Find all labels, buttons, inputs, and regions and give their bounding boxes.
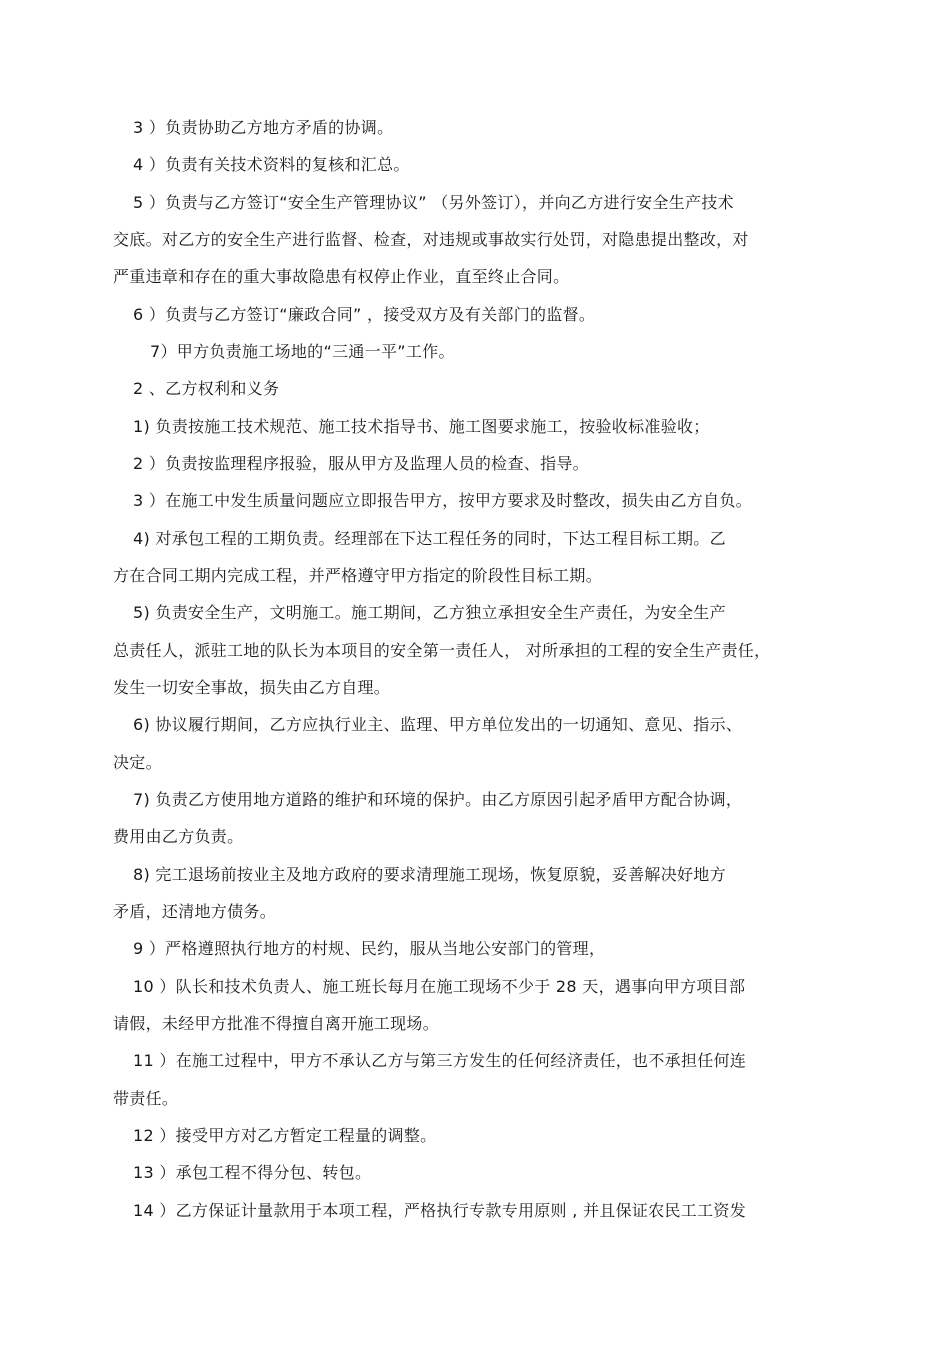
text-line: 14 ）乙方保证计量款用于本项工程，严格执行专款专用原则 , 并且保证农民工工资发: [133, 1201, 747, 1220]
text-line: 带责任。: [113, 1089, 179, 1108]
text-line: 8) 完工退场前按业主及地方政府的要求清理施工现场，恢复原貌，妥善解决好地方: [133, 865, 726, 884]
text-line: 13 ）承包工程不得分包、转包。: [133, 1163, 372, 1182]
text-line: 决定。: [113, 753, 162, 772]
section-heading: 2 、乙方权利和义务: [133, 379, 280, 398]
text-line: 1) 负责按施工技术规范、施工技术指导书、施工图要求施工，按验收标准验收；: [133, 417, 710, 436]
text-line: 11 ）在施工过程中，甲方不承认乙方与第三方发生的任何经济责任，也不承担任何连: [133, 1051, 747, 1070]
text-line: 7) 负责乙方使用地方道路的维护和环境的保护。由乙方原因引起矛盾甲方配合协调，: [133, 790, 743, 809]
text-line: 请假，未经甲方批准不得擅自离开施工现场。: [113, 1014, 440, 1033]
text-line: 7）甲方负责施工场地的“三通一平”工作。: [150, 342, 455, 361]
text-line: 3 ）负责协助乙方地方矛盾的协调。: [133, 118, 394, 137]
text-line: 6 ）负责与乙方签订“廉政合同” ，接受双方及有关部门的监督。: [133, 305, 596, 324]
text-line: 方在合同工期内完成工程，并严格遵守甲方指定的阶段性目标工期。: [113, 566, 603, 585]
text-line: 6) 协议履行期间，乙方应执行业主、监理、甲方单位发出的一切通知、意见、指示、: [133, 715, 743, 734]
text-line: 2 ）负责按监理程序报验，服从甲方及监理人员的检查、指导。: [133, 454, 589, 473]
text-line: 5) 负责安全生产，文明施工。施工期间，乙方独立承担安全生产责任，为安全生产: [133, 603, 726, 622]
text-line: 费用由乙方负责。: [113, 827, 244, 846]
text-line: 发生一切安全事故，损失由乙方自理。: [113, 678, 391, 697]
text-line: 4 ）负责有关技术资料的复核和汇总。: [133, 155, 410, 174]
text-line: 总责任人，派驻工地的队长为本项目的安全第一责任人， 对所承担的工程的安全生产责任，: [113, 641, 771, 660]
text-line: 9 ）严格遵照执行地方的村规、民约，服从当地公安部门的管理，: [133, 939, 606, 958]
text-line: 交底。对乙方的安全生产进行监督、检查，对违规或事故实行处罚，对隐患提出整改，对: [113, 230, 749, 249]
text-line: 3 ）在施工中发生质量问题应立即报告甲方，按甲方要求及时整改，损失由乙方自负。: [133, 491, 752, 510]
text-line: 5 ）负责与乙方签订“安全生产管理协议” （另外签订），并向乙方进行安全生产技术: [133, 193, 734, 212]
text-line: 12 ）接受甲方对乙方暂定工程量的调整。: [133, 1126, 437, 1145]
text-line: 10 ）队长和技术负责人、施工班长每月在施工现场不少于 28 天，遇事向甲方项目部: [133, 977, 746, 996]
text-line: 4) 对承包工程的工期负责。经理部在下达工程任务的同时，下达工程目标工期。乙: [133, 529, 726, 548]
text-line: 矛盾，还清地方债务。: [113, 902, 277, 921]
text-line: 严重违章和存在的重大事故隐患有权停止作业，直至终止合同。: [113, 267, 570, 286]
